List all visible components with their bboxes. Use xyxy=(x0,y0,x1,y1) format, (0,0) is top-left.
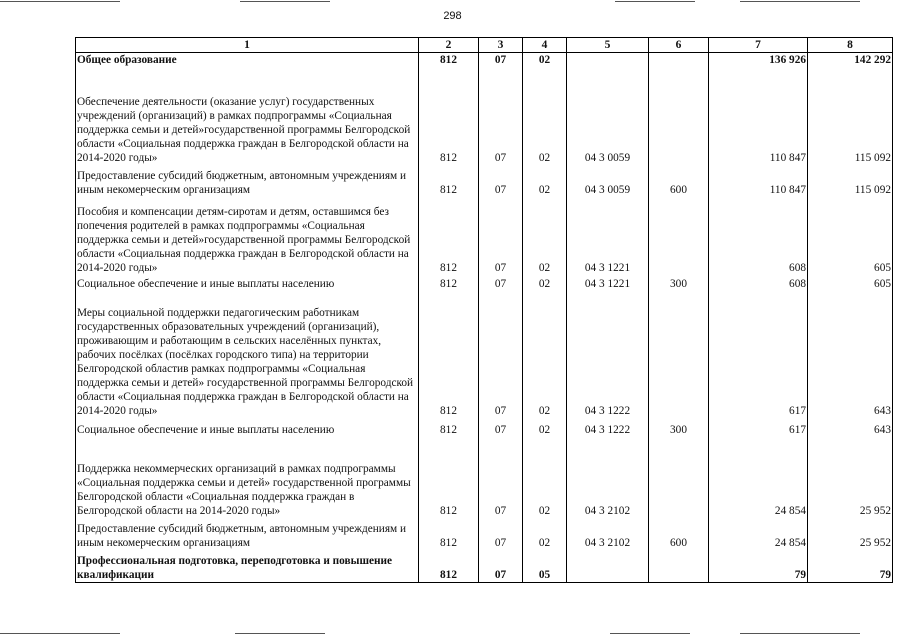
target-article-code: 04 3 1221 xyxy=(567,197,649,275)
amount-year-2: 115 092 xyxy=(808,165,893,197)
row-description: Предоставление субсидий бюджетным, автономным учреждениям и иным некомерческим организациям xyxy=(76,518,419,550)
col-header: 8 xyxy=(808,38,893,53)
target-article-code: 04 3 2102 xyxy=(567,437,649,518)
table-row xyxy=(76,518,893,550)
expense-type-code xyxy=(649,291,709,418)
subsection-code: 02 xyxy=(523,518,567,550)
col-header: 2 xyxy=(419,38,479,53)
row-description: Поддержка некоммерческих организаций в рамках подпрограммы «Социальная поддержка семьи и детей» государственной программы Белгородской области «Социальная поддержка граждан в Белгородской области на 2014-2020 годы» xyxy=(76,437,419,518)
ministry-code: 812 xyxy=(419,437,479,518)
subsection-code: 02 xyxy=(523,53,567,71)
ministry-code: 812 xyxy=(419,71,479,165)
col-header: 7 xyxy=(709,38,808,53)
table-row xyxy=(76,71,893,165)
ministry-code: 812 xyxy=(419,418,479,437)
row-description: Обеспечение деятельности (оказание услуг) государственных учреждений (организаций) в рамках подпрограммы «Социальная поддержка семьи и детей»государственной программы Белгородской области «Социальная поддержка граждан в Белгородской области на 2014-2020 годы» xyxy=(76,71,419,165)
row-description: Предоставление субсидий бюджетным, автономным учреждениям и иным некомерческим организациям xyxy=(76,165,419,197)
subsection-code: 02 xyxy=(523,197,567,275)
amount-year-2: 643 xyxy=(808,418,893,437)
target-article-code: 04 3 2102 xyxy=(567,518,649,550)
expense-type-code: 600 xyxy=(649,165,709,197)
expense-type-code xyxy=(649,71,709,165)
expense-type-code xyxy=(649,550,709,583)
amount-year-1: 24 854 xyxy=(709,437,808,518)
expense-type-code: 600 xyxy=(649,518,709,550)
subsection-code: 02 xyxy=(523,71,567,165)
table-row xyxy=(76,550,893,583)
amount-year-2: 605 xyxy=(808,197,893,275)
section-code: 07 xyxy=(479,291,523,418)
amount-year-1: 110 847 xyxy=(709,71,808,165)
amount-year-2: 643 xyxy=(808,291,893,418)
amount-year-1: 79 xyxy=(709,550,808,583)
amount-year-1: 24 854 xyxy=(709,518,808,550)
col-header: 6 xyxy=(649,38,709,53)
subsection-code: 05 xyxy=(523,550,567,583)
ministry-code: 812 xyxy=(419,275,479,291)
table-row xyxy=(76,197,893,275)
section-code: 07 xyxy=(479,71,523,165)
amount-year-2: 25 952 xyxy=(808,437,893,518)
section-code: 07 xyxy=(479,53,523,71)
table-row xyxy=(76,418,893,437)
table-row xyxy=(76,165,893,197)
col-header: 5 xyxy=(567,38,649,53)
amount-year-2: 79 xyxy=(808,550,893,583)
amount-year-2: 25 952 xyxy=(808,518,893,550)
row-description: Социальное обеспечение и иные выплаты населению xyxy=(76,418,419,437)
page-number: 298 xyxy=(443,10,462,22)
expense-type-code: 300 xyxy=(649,418,709,437)
target-article-code: 04 3 0059 xyxy=(567,71,649,165)
expense-type-code xyxy=(649,197,709,275)
target-article-code: 04 3 0059 xyxy=(567,165,649,197)
section-code: 07 xyxy=(479,518,523,550)
table-row xyxy=(76,275,893,291)
header-row xyxy=(76,38,893,53)
section-code: 07 xyxy=(479,165,523,197)
target-article-code: 04 3 1221 xyxy=(567,275,649,291)
target-article-code: 04 3 1222 xyxy=(567,418,649,437)
amount-year-1: 608 xyxy=(709,197,808,275)
row-description: Пособия и компенсации детям-сиротам и детям, оставшимся без попечения родителей в рамках подпрограммы «Социальная поддержка семьи и детей»государственной программы Белгородской области «Социальная поддержка граждан в Белгородской области на 2014-2020 годы» xyxy=(76,197,419,275)
amount-year-1: 110 847 xyxy=(709,165,808,197)
section-code: 07 xyxy=(479,437,523,518)
section-code: 07 xyxy=(479,275,523,291)
ministry-code: 812 xyxy=(419,291,479,418)
table-row xyxy=(76,437,893,518)
row-description: Меры социальной поддержки педагогическим работникам государственных образовательных учреждений (организаций), проживающим и работающим в сельских населённых пунктах, рабочих посёлках (посёлках городского типа) на территории Белгородской областив рамках подпрограммы «Социальная поддержка семьи и детей» государственной программы Белгородской области «Социальная поддержка граждан в Белгородской области на 2014-2020 годы» xyxy=(76,291,419,418)
row-description: Социальное обеспечение и иные выплаты населению xyxy=(76,275,419,291)
ministry-code: 812 xyxy=(419,53,479,71)
subsection-code: 02 xyxy=(523,291,567,418)
col-header: 4 xyxy=(523,38,567,53)
ministry-code: 812 xyxy=(419,197,479,275)
amount-year-2: 115 092 xyxy=(808,71,893,165)
section-code: 07 xyxy=(479,550,523,583)
amount-year-1: 608 xyxy=(709,275,808,291)
subsection-code: 02 xyxy=(523,418,567,437)
section-code: 07 xyxy=(479,418,523,437)
subsection-code: 02 xyxy=(523,437,567,518)
subsection-code: 02 xyxy=(523,275,567,291)
amount-year-1: 617 xyxy=(709,418,808,437)
target-article-code xyxy=(567,550,649,583)
expense-type-code xyxy=(649,437,709,518)
expense-type-code: 300 xyxy=(649,275,709,291)
ministry-code: 812 xyxy=(419,518,479,550)
row-description: Общее образование xyxy=(76,53,419,71)
amount-year-1: 617 xyxy=(709,291,808,418)
amount-year-2: 142 292 xyxy=(808,53,893,71)
row-description: Профессиональная подготовка, переподготовка и повышение квалификации xyxy=(76,550,419,583)
section-code: 07 xyxy=(479,197,523,275)
amount-year-2: 605 xyxy=(808,275,893,291)
ministry-code: 812 xyxy=(419,550,479,583)
target-article-code xyxy=(567,53,649,71)
table-row xyxy=(76,53,893,71)
subsection-code: 02 xyxy=(523,165,567,197)
target-article-code: 04 3 1222 xyxy=(567,291,649,418)
col-header: 1 xyxy=(76,38,419,53)
expense-type-code xyxy=(649,53,709,71)
col-header: 3 xyxy=(479,38,523,53)
budget-table xyxy=(75,37,893,583)
table-row xyxy=(76,291,893,418)
amount-year-1: 136 926 xyxy=(709,53,808,71)
ministry-code: 812 xyxy=(419,165,479,197)
